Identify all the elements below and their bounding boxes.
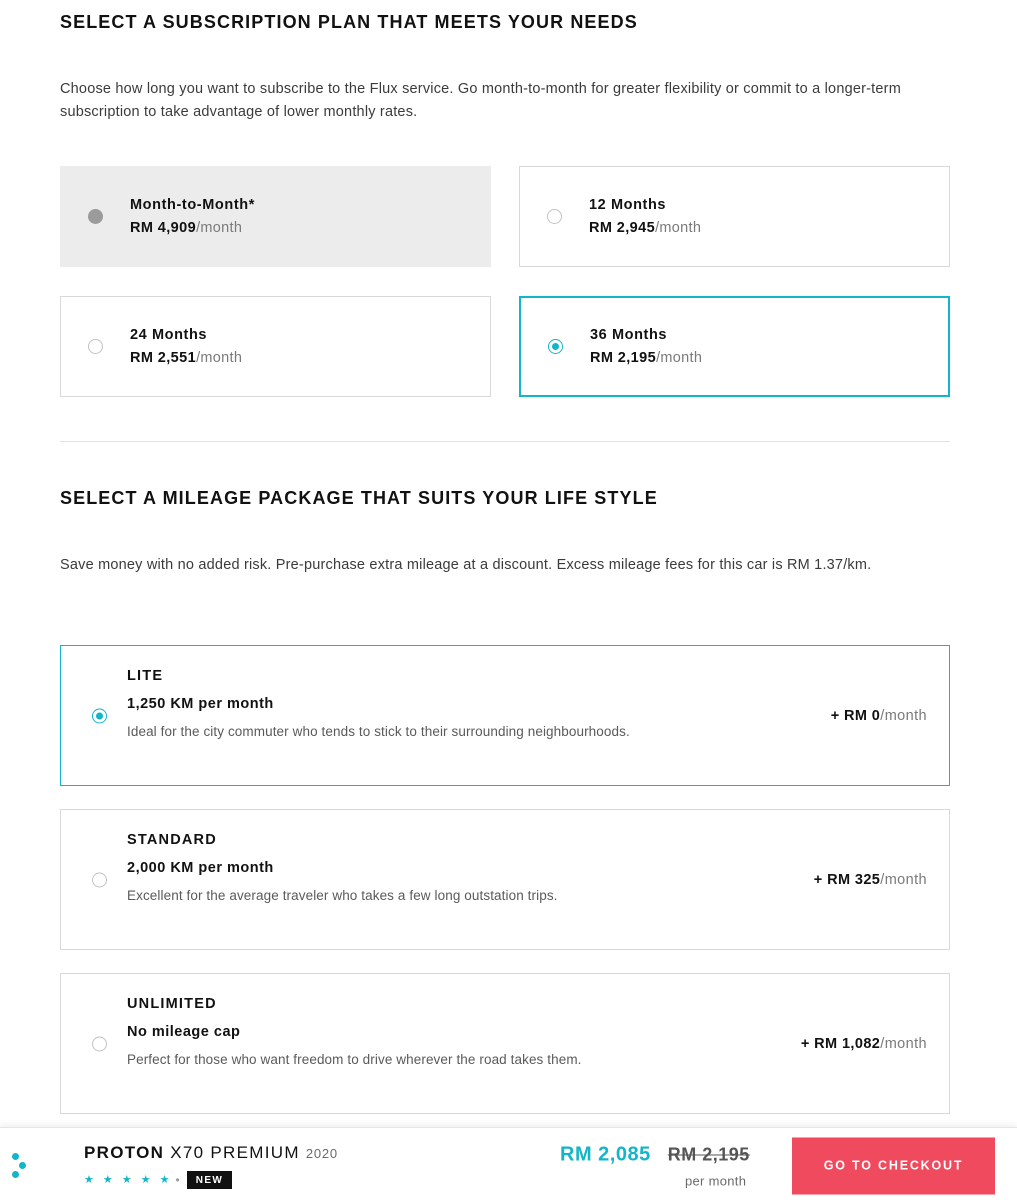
mileage-tier-label: UNLIMITED (127, 996, 217, 1012)
mileage-price-value: + RM 1,082 (800, 1035, 881, 1052)
mileage-price-value: + RM 325 (813, 871, 881, 888)
star-rating-icon: ★ ★ ★ ★ ★ (84, 1174, 173, 1186)
plan-option-12-months[interactable] (519, 166, 950, 267)
flux-logo-icon (12, 1153, 26, 1179)
plan-text (589, 197, 701, 236)
go-to-checkout-button[interactable]: GO TO CHECKOUT (792, 1137, 995, 1194)
mileage-price (814, 872, 927, 888)
vehicle-name (84, 1143, 338, 1163)
radio-icon[interactable] (548, 339, 563, 354)
subscription-plan-grid (60, 166, 950, 397)
mileage-section-description: Save money with no added risk. Pre-purchase extra mileage at a discount. Excess mileage fees for this car is RM 1.37/km. (60, 557, 872, 573)
mileage-option-standard[interactable] (60, 809, 950, 950)
plan-option-24-months[interactable] (60, 296, 491, 397)
plan-label: 24 Months (130, 327, 208, 343)
mileage-option-lite[interactable] (60, 645, 950, 786)
mileage-description: Excellent for the average traveler who takes a few long outstation trips. (127, 888, 558, 903)
price-original: RM 2,195 (667, 1144, 750, 1164)
vehicle-meta (84, 1171, 338, 1189)
plan-price-period: /month (196, 350, 243, 366)
mileage-price-period: /month (880, 871, 927, 888)
price-current: RM 2,085 (560, 1143, 651, 1165)
price-row (560, 1143, 800, 1166)
mileage-amount: 2,000 KM per month (127, 860, 274, 876)
mileage-price-period: /month (880, 1035, 927, 1052)
vehicle-year: 2020 (305, 1145, 338, 1161)
plan-text (590, 327, 702, 366)
radio-icon[interactable] (88, 209, 103, 224)
subscription-section-title: SELECT A SUBSCRIPTION PLAN THAT MEETS YOUR NEEDS (60, 12, 638, 32)
price-summary (560, 1143, 800, 1188)
plan-text (130, 327, 242, 366)
radio-icon[interactable] (92, 708, 107, 723)
plan-price (130, 220, 255, 236)
radio-icon[interactable] (92, 1036, 107, 1051)
mileage-option-unlimited[interactable] (60, 973, 950, 1114)
vehicle-model: X70 PREMIUM (170, 1142, 300, 1162)
plan-price (589, 220, 701, 236)
plan-price-value: RM 2,551 (130, 350, 197, 366)
radio-icon[interactable] (547, 209, 562, 224)
mileage-package-list (60, 645, 950, 1137)
plan-price-value: RM 4,909 (130, 220, 197, 236)
plan-price (590, 350, 702, 366)
plan-label: 12 Months (589, 197, 667, 213)
sticky-checkout-bar (0, 1127, 1017, 1203)
mileage-amount: 1,250 KM per month (127, 696, 274, 712)
plan-price (130, 350, 242, 366)
plan-text (130, 197, 255, 236)
mileage-tier-label: LITE (127, 668, 164, 684)
plan-option-36-months[interactable] (519, 296, 950, 397)
plan-price-period: /month (656, 350, 703, 366)
radio-icon[interactable] (88, 339, 103, 354)
section-divider (60, 441, 950, 442)
mileage-description: Ideal for the city commuter who tends to stick to their surrounding neighbourhoods. (127, 724, 630, 739)
subscription-section-description: Choose how long you want to subscribe to the Flux service. Go month-to-month for greater flexibility or commit to a longer-term subscription to take advantage of lower monthly rates. (60, 81, 901, 120)
mileage-section-title: SELECT A MILEAGE PACKAGE THAT SUITS YOUR LIFE STYLE (60, 488, 658, 508)
plan-label: 36 Months (590, 327, 668, 343)
plan-option-month-to-month[interactable] (60, 166, 491, 267)
separator-dot: • (175, 1172, 180, 1187)
mileage-price-period: /month (880, 707, 927, 724)
radio-icon[interactable] (92, 872, 107, 887)
vehicle-brand: PROTON (84, 1142, 165, 1162)
plan-price-period: /month (655, 220, 702, 236)
status-badge: NEW (187, 1171, 233, 1189)
mileage-price (831, 708, 927, 724)
mileage-tier-label: STANDARD (127, 832, 217, 848)
vehicle-summary (84, 1143, 338, 1189)
plan-price-period: /month (196, 220, 243, 236)
plan-label: Month-to-Month* (130, 197, 255, 213)
plan-price-value: RM 2,945 (589, 220, 656, 236)
mileage-price (801, 1036, 927, 1052)
mileage-price-value: + RM 0 (830, 707, 881, 724)
mileage-amount: No mileage cap (127, 1024, 241, 1040)
price-period: per month (685, 1173, 747, 1188)
mileage-description: Perfect for those who want freedom to drive wherever the road takes them. (127, 1052, 582, 1067)
plan-price-value: RM 2,195 (590, 350, 657, 366)
